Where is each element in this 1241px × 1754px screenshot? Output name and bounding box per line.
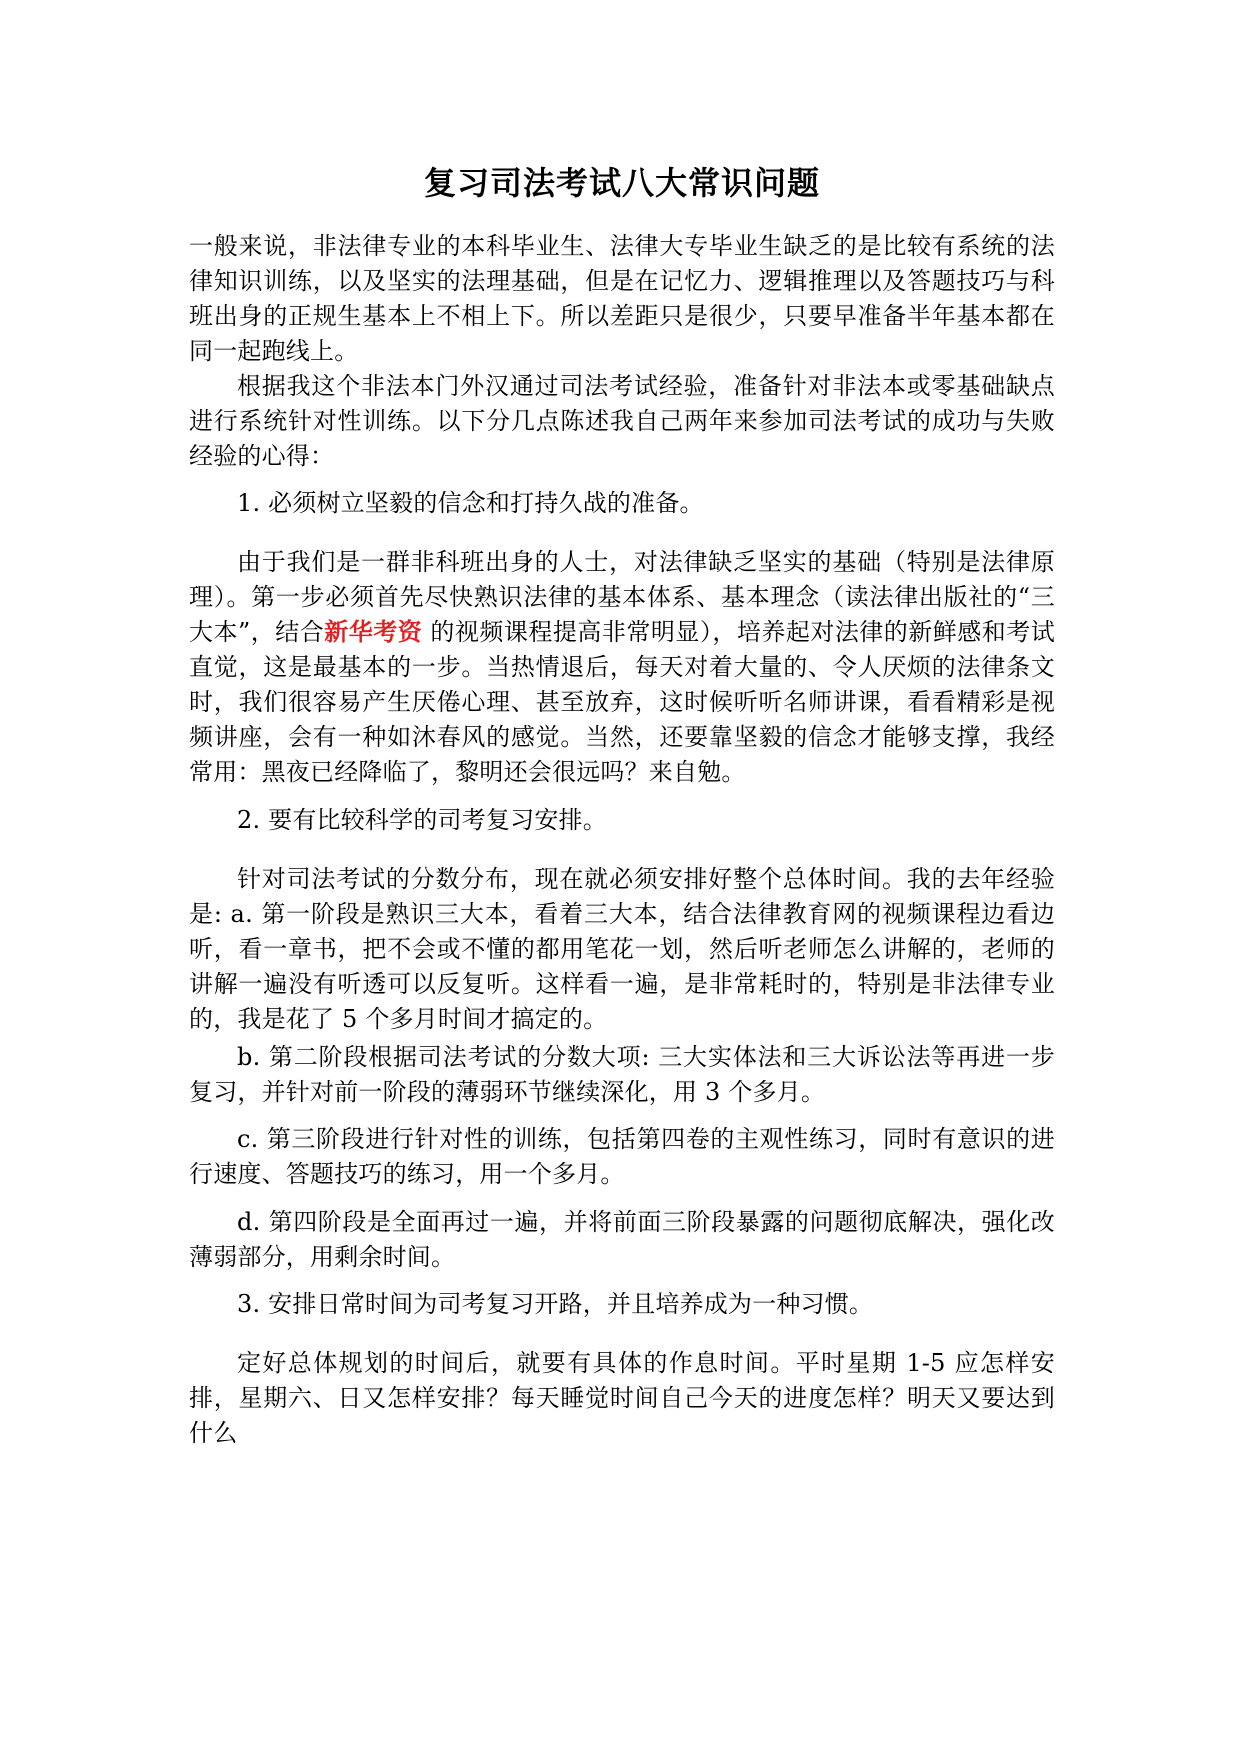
paragraph-text: 由于我们是一群非科班出身的人士，对法律缺乏坚实的基础（特别是法律原理）。第一步必须首先尽快熟识法律的基本体系、基本理念（读法律出版社的“三大本”，结合: [189, 548, 1055, 646]
paragraph-background: 根据我这个非法本门外汉通过司法考试经验，准备针对非法本或零基础缺点进行系统针对性训练。以下分几点陈述我自己两年来参加司法考试的成功与失败经验的心得：: [189, 372, 1055, 470]
paragraph-section-2: 针对司法考试的分数分布，现在就必须安排好整个总体时间。我的去年经验是: a. 第一阶段是熟识三大本，看着三大本，结合法律教育网的视频课程边看边听，看一章书，把不会或不懂的都用笔花一划，然后听老师怎么讲解的，老师的讲解一遍没有听透可以反复听。这样看一遍，是非常耗时的，特别是非法律专业的，我是花了 5 个多月时间才搞定的。: [189, 865, 1055, 1033]
paragraph-stage-d: d. 第四阶段是全面再过一遍，并将前面三阶段暴露的问题彻底解决，强化改薄弱部分，用剩余时间。: [189, 1208, 1055, 1271]
paragraph-text: 的视频课程提高非常明显），培养起对法律的新鲜感和考试直觉，这是最基本的一步。当热情退后，每天对着大量的、令人厌烦的法律条文时，我们很容易产生厌倦心理、甚至放弃，这时候听听名师讲课，看看精彩是视频讲座，会有一种如沐春风的感觉。当然，还要靠坚毅的信念才能够支撑，我经常用：黑夜已经降临了，黎明还会很远吗？来自勉。: [189, 618, 1055, 786]
section-heading-1: 1. 必须树立坚毅的信念和打持久战的准备。: [237, 489, 704, 517]
section-heading-3: 3. 安排日常时间为司考复习开路，并且培养成为一种习惯。: [237, 1290, 874, 1318]
paragraph-intro: 一般来说，非法律专业的本科毕业生、法律大专毕业生缺乏的是比较有系统的法律知识训练，以及坚实的法理基础，但是在记忆力、逻辑推理以及答题技巧与科班出身的正规生基本上不相上下。所以差距只是很少，只要早准备半年基本都在同一起跑线上。: [189, 232, 1055, 365]
section-heading-2: 2. 要有比较科学的司考复习安排。: [237, 806, 607, 834]
document-title: 复习司法考试八大常识问题: [423, 164, 820, 202]
highlighted-brand-text: 新华考资: [324, 618, 423, 646]
paragraph-stage-b: b. 第二阶段根据司法考试的分数大项: 三大实体法和三大诉讼法等再进一步复习，并针对前一阶段的薄弱环节继续深化，用 3 个多月。: [189, 1043, 1055, 1106]
paragraph-stage-c: c. 第三阶段进行针对性的训练，包括第四卷的主观性练习，同时有意识的进行速度、答题技巧的练习，用一个多月。: [189, 1125, 1055, 1188]
paragraph-section-3: 定好总体规划的时间后，就要有具体的作息时间。平时星期 1-5 应怎样安排，星期六、日又怎样安排？每天睡觉时间自己今天的进度怎样？明天又要达到什么: [189, 1349, 1055, 1447]
paragraph-section-1: [189, 545, 1055, 790]
